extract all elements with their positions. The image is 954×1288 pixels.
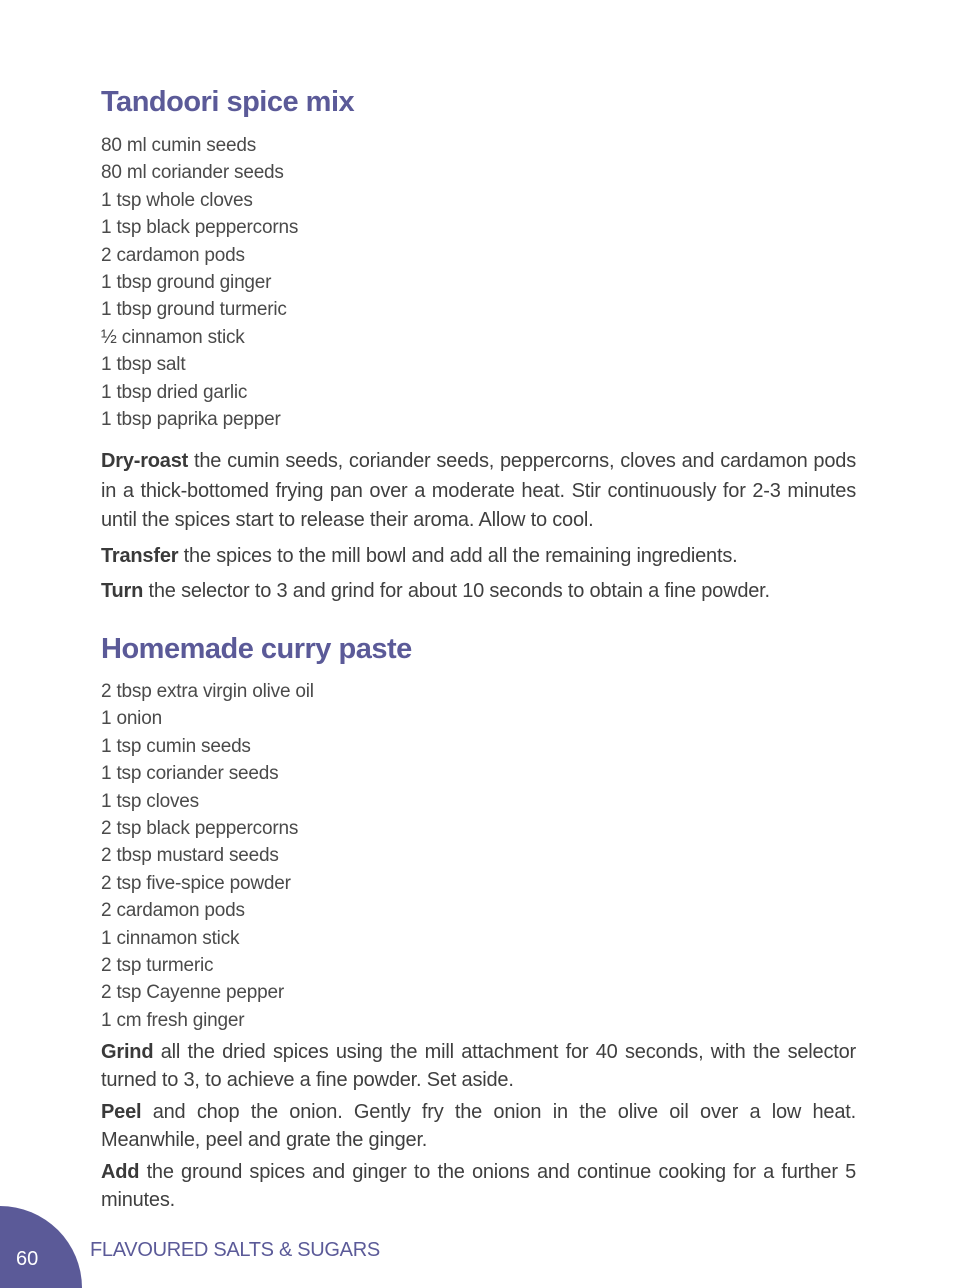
ingredient-item: 1 tbsp ground turmeric bbox=[101, 299, 287, 321]
step-text: the selector to 3 and grind for about 10 seconds to obtain a fine powder. bbox=[143, 580, 770, 603]
ingredient-list bbox=[101, 132, 856, 433]
ingredient-item: 1 tbsp salt bbox=[101, 354, 186, 376]
step-text: the ground spices and ginger to the onions and continue cooking for a further 5 minutes. bbox=[101, 1161, 856, 1211]
method-step bbox=[101, 1039, 856, 1094]
method-steps bbox=[101, 1039, 856, 1214]
step-text: the cumin seeds, coriander seeds, peppercorns, cloves and cardamon pods in a thick-bottomed frying pan over a moderate heat. Stir continuously for 2-3 minutes until the spices start to release their aroma. Allow to cool. bbox=[101, 450, 856, 532]
step-text: and chop the onion. Gently fry the onion in the olive oil over a low heat. Meanwhile, peel and grate the ginger. bbox=[101, 1101, 856, 1151]
ingredient-item: 1 tbsp ground ginger bbox=[101, 272, 272, 294]
step-text: the spices to the mill bowl and add all the remaining ingredients. bbox=[178, 544, 738, 567]
recipe-homemade-curry-paste bbox=[101, 629, 856, 1214]
ingredient-item: 1 cm fresh ginger bbox=[101, 1009, 245, 1031]
ingredient-item: 80 ml cumin seeds bbox=[101, 135, 257, 156]
ingredient-item: 2 tsp Cayenne pepper bbox=[101, 982, 284, 1004]
ingredient-item: 2 tbsp mustard seeds bbox=[101, 845, 279, 867]
ingredient-item: 1 tsp cumin seeds bbox=[101, 735, 251, 757]
method-step bbox=[101, 447, 856, 536]
ingredient-item: 1 onion bbox=[101, 708, 162, 730]
ingredient-item: 1 tsp whole cloves bbox=[101, 189, 253, 211]
ingredient-item: 2 cardamon pods bbox=[101, 244, 245, 266]
ingredient-item: 1 tbsp paprika pepper bbox=[101, 409, 281, 431]
step-lead: Dry-roast bbox=[101, 450, 189, 473]
ingredient-item: 1 cinnamon stick bbox=[101, 927, 240, 949]
ingredient-item: 80 ml coriander seeds bbox=[101, 162, 284, 184]
ingredient-item: 1 tsp coriander seeds bbox=[101, 763, 279, 785]
ingredient-item: 1 tsp black peppercorns bbox=[101, 217, 299, 239]
recipe-title: Tandoori spice mix bbox=[101, 86, 355, 118]
step-text: all the dried spices using the mill attachment for 40 seconds, with the selector turned to 3, to achieve a fine powder. Set aside. bbox=[101, 1041, 856, 1091]
step-lead: Peel bbox=[101, 1101, 142, 1124]
ingredient-item: 2 tsp black peppercorns bbox=[101, 818, 299, 839]
step-lead: Turn bbox=[101, 580, 144, 603]
footer-section-title: FLAVOURED SALTS & SUGARS bbox=[90, 1239, 380, 1261]
ingredient-item: 2 tbsp extra virgin olive oil bbox=[101, 680, 314, 702]
page-content bbox=[101, 82, 856, 1219]
ingredient-item: 2 tsp turmeric bbox=[101, 955, 214, 977]
step-lead: Add bbox=[101, 1161, 140, 1184]
page-number-tab bbox=[0, 1206, 82, 1288]
ingredient-item: 2 cardamon pods bbox=[101, 900, 245, 922]
method-step bbox=[101, 1159, 856, 1214]
recipe-tandoori-spice-mix bbox=[101, 82, 856, 607]
ingredient-list bbox=[101, 678, 856, 1034]
method-step bbox=[101, 577, 856, 607]
ingredient-item: 1 tbsp dried garlic bbox=[101, 381, 248, 403]
step-lead: Transfer bbox=[101, 544, 179, 567]
step-lead: Grind bbox=[101, 1041, 154, 1064]
page-number: 60 bbox=[16, 1248, 39, 1270]
method-step bbox=[101, 1099, 856, 1154]
ingredient-item: ½ cinnamon stick bbox=[101, 326, 245, 348]
ingredient-item: 1 tsp cloves bbox=[101, 790, 199, 812]
method-steps bbox=[101, 447, 856, 607]
ingredient-item: 2 tsp five-spice powder bbox=[101, 872, 291, 894]
recipe-title: Homemade curry paste bbox=[101, 632, 412, 665]
method-step bbox=[101, 542, 856, 572]
